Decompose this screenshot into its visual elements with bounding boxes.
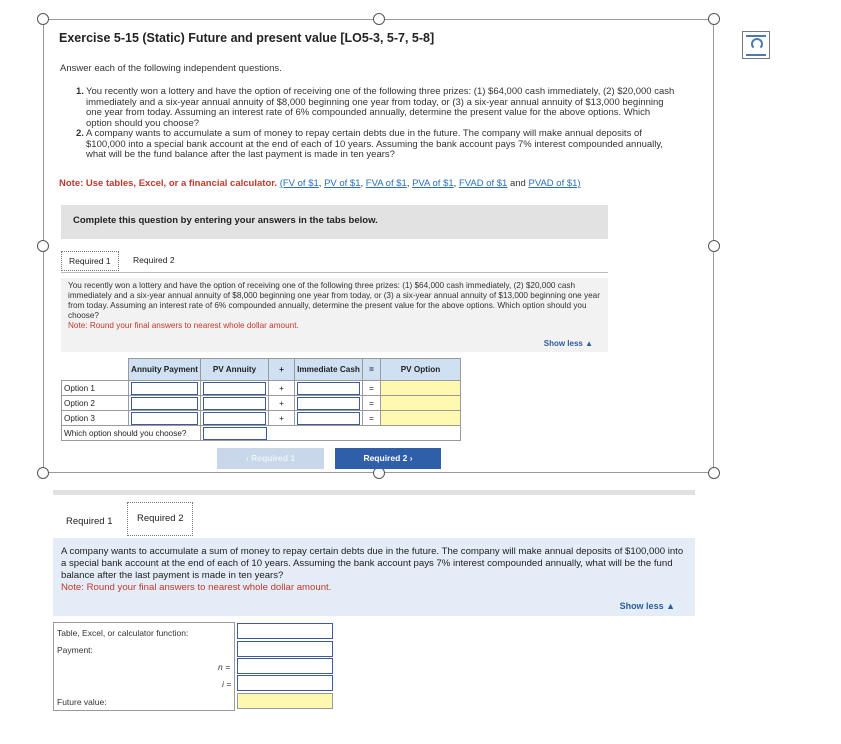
option-2-pv-result — [381, 396, 461, 411]
tab-required-1-bottom[interactable]: Required 1 — [66, 516, 113, 527]
option-3-annuity-payment-input[interactable] — [129, 411, 201, 426]
question-2: 2. A company wants to accumulate a sum of money to repay certain debts due in the future. The company will make annual deposits of $100,000 into a special bank account at the end of each of 10 years. Assuming the bank account pays 7% interest compounded annually, what will be the fund balance after the last payment is made in ten years? — [76, 128, 664, 160]
rounding-note-2: Note: Round your final answers to nearest whole dollar amount. — [61, 582, 332, 593]
header-plus: + — [269, 359, 295, 381]
plus-sign: + — [269, 411, 295, 426]
row-label-option-1: Option 1 — [62, 381, 129, 396]
resize-handle-top-right[interactable] — [708, 13, 720, 25]
option-3-immediate-cash-input[interactable] — [295, 411, 363, 426]
tab-required-1[interactable]: Required 1 — [61, 251, 119, 271]
choose-option-label: Which option should you choose? — [62, 426, 201, 441]
option-2-immediate-cash-input[interactable] — [295, 396, 363, 411]
payment-label: Payment: — [57, 645, 93, 655]
required-1-prompt: You recently won a lottery and have the option of receiving one of the following three prizes: (1) $64,000 cash immediately, (2) $20,000 cash immediately and a six-year annual annuity of $8,000 beginning one year from today, or (3) a six-year annual annuity of $13,000 beginning one year from today. Assuming an interest rate of 6% compounded annually, determine the present value for the above options. Which option should you choose? Note: Round your final answers to nearest whole dollar amount. Show less ▲ — [61, 278, 608, 352]
table-row — [62, 411, 461, 426]
header-equals: = — [363, 359, 381, 381]
plus-sign: + — [269, 396, 295, 411]
prev-required-1-button[interactable]: ‹ Required 1 — [217, 448, 324, 469]
tab-required-2[interactable]: Required 2 — [133, 255, 175, 265]
resize-handle-mid-right[interactable] — [708, 240, 720, 252]
function-input[interactable] — [237, 623, 333, 639]
instructions-bar: Complete this question by entering your answers in the tabs below. — [61, 205, 608, 239]
function-label: Table, Excel, or calculator function: — [57, 628, 189, 638]
payment-input[interactable] — [237, 641, 333, 657]
link-fvad[interactable]: FVAD of $1 — [458, 178, 508, 189]
n-label: n = — [218, 662, 231, 672]
table-row — [62, 426, 461, 441]
show-less-link-2[interactable]: Show less ▲ — [619, 601, 675, 611]
option-1-immediate-cash-input[interactable] — [295, 381, 363, 396]
option-2-pv-annuity-input[interactable] — [201, 396, 269, 411]
header-immediate-cash: Immediate Cash — [295, 359, 363, 381]
table-row — [62, 396, 461, 411]
i-input[interactable] — [237, 675, 333, 691]
n-input[interactable] — [237, 658, 333, 674]
table-row — [62, 381, 461, 396]
future-value-result — [237, 693, 333, 709]
link-fv[interactable]: (FV of $1 — [279, 178, 319, 189]
present-value-table — [61, 358, 461, 441]
question-1: 1. You recently won a lottery and have the option of receiving one of the following three prizes: (1) $64,000 cash immediately, (2) $20,000 cash immediately and a six-year annual annuity of $8,000 beginning one year from today, or (3) a six-year annual annuity of $13,000 beginning one year from today. Assuming an interest rate of 6% compounded annually, determine the present value for the above options. Which option should you choose? — [76, 86, 675, 129]
exercise-title: Exercise 5-15 (Static) Future and present value [LO5-3, 5-7, 5-8] — [59, 31, 435, 45]
link-pvad[interactable]: PVAD of $1) — [528, 178, 581, 189]
accessibility-icon[interactable] — [742, 31, 770, 59]
row-label-option-3: Option 3 — [62, 411, 129, 426]
option-1-pv-result — [381, 381, 461, 396]
option-3-pv-result — [381, 411, 461, 426]
choose-option-input[interactable] — [201, 426, 461, 441]
header-annuity-payment: Annuity Payment — [129, 359, 201, 381]
next-required-2-button[interactable]: Required 2 › — [335, 448, 441, 469]
plus-sign: + — [269, 381, 295, 396]
tab-required-2-bottom[interactable]: Required 2 — [127, 502, 193, 536]
future-value-label: Future value: — [57, 697, 107, 707]
note-line: Note: Use tables, Excel, or a financial calculator. (FV of $1, PV of $1, FVA of $1, PVA of $1, FVAD of $1 and PVAD of $1) — [59, 178, 581, 189]
section-divider — [53, 490, 695, 495]
intro-text: Answer each of the following independent questions. — [60, 63, 282, 74]
option-1-pv-annuity-input[interactable] — [201, 381, 269, 396]
resize-handle-top-center[interactable] — [373, 13, 385, 25]
question-list — [76, 87, 676, 161]
table-corner — [62, 359, 129, 381]
link-pv[interactable]: PV of $1 — [324, 178, 361, 189]
resize-handle-mid-left[interactable] — [37, 240, 49, 252]
show-less-link[interactable]: Show less ▲ — [543, 339, 593, 348]
link-pva[interactable]: PVA of $1 — [412, 178, 454, 189]
equals-sign: = — [363, 396, 381, 411]
tab-underline — [61, 272, 608, 273]
equals-sign: = — [363, 411, 381, 426]
resize-handle-top-left[interactable] — [37, 13, 49, 25]
resize-handle-bottom-left[interactable] — [37, 467, 49, 479]
option-2-annuity-payment-input[interactable] — [129, 396, 201, 411]
header-pv-annuity: PV Annuity — [201, 359, 269, 381]
option-3-pv-annuity-input[interactable] — [201, 411, 269, 426]
resize-handle-bottom-right[interactable] — [708, 467, 720, 479]
i-label: i = — [222, 679, 232, 689]
equals-sign: = — [363, 381, 381, 396]
row-label-option-2: Option 2 — [62, 396, 129, 411]
rounding-note: Note: Round your final answers to nearest whole dollar amount. — [68, 321, 299, 330]
link-fva[interactable]: FVA of $1 — [365, 178, 407, 189]
note-label: Note: Use tables, Excel, or a financial calculator. — [59, 178, 278, 189]
header-pv-option: PV Option — [381, 359, 461, 381]
option-1-annuity-payment-input[interactable] — [129, 381, 201, 396]
required-2-prompt: A company wants to accumulate a sum of money to repay certain debts due in the future. The company will make annual deposits of $100,000 into a special bank account at the end of each of 10 years. Assuming the bank account pays 7% interest compounded annually, what will be the fund balance after the last payment is made in ten years? Note: Round your final answers to nearest whole dollar amount. Show less ▲ — [53, 538, 695, 616]
